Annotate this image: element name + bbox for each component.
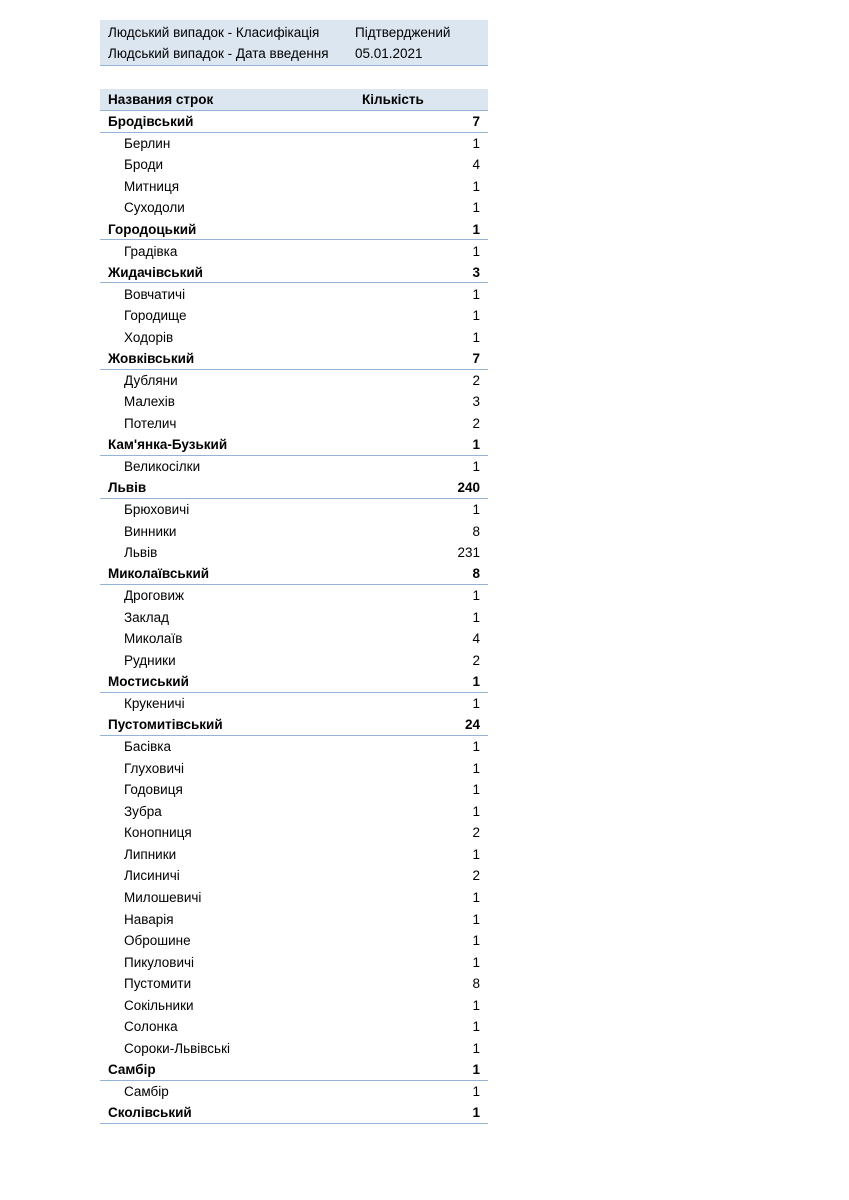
item-count: 1 — [472, 459, 480, 475]
item-row[interactable] — [100, 887, 488, 909]
item-row[interactable] — [100, 542, 488, 564]
item-name: Вовчатичі — [124, 286, 186, 302]
item-name: Великосілки — [124, 459, 201, 475]
item-count: 2 — [472, 868, 480, 884]
item-row[interactable] — [100, 951, 488, 973]
item-count: 4 — [472, 631, 480, 647]
item-name: Самбір — [124, 1083, 169, 1099]
item-name: Броди — [124, 157, 163, 173]
group-name: Жидачівський — [108, 264, 203, 280]
group-row[interactable] — [100, 671, 488, 693]
pivot-sheet — [100, 20, 488, 1124]
item-name: Брюховичі — [124, 502, 190, 518]
item-name: Пустомити — [124, 976, 192, 992]
filter-row-classification[interactable] — [100, 22, 488, 43]
item-row[interactable] — [100, 305, 488, 327]
item-name: Глуховичі — [124, 760, 185, 776]
item-count: 2 — [472, 372, 480, 388]
item-count: 1 — [472, 911, 480, 927]
group-row[interactable] — [100, 434, 488, 456]
item-row[interactable] — [100, 499, 488, 521]
item-row[interactable] — [100, 283, 488, 305]
item-count: 1 — [472, 502, 480, 518]
item-count: 1 — [472, 696, 480, 712]
item-row[interactable] — [100, 994, 488, 1016]
item-name: Басівка — [124, 739, 171, 755]
group-name: Жовківський — [108, 350, 195, 366]
item-row[interactable] — [100, 865, 488, 887]
group-count: 8 — [472, 566, 480, 582]
group-row[interactable] — [100, 111, 488, 133]
group-name: Самбір — [108, 1061, 156, 1077]
item-row[interactable] — [100, 801, 488, 823]
item-name: Суходоли — [124, 200, 185, 216]
group-row[interactable] — [100, 219, 488, 241]
item-name: Сокільники — [124, 997, 194, 1013]
item-row[interactable] — [100, 154, 488, 176]
item-count: 3 — [472, 394, 480, 410]
item-name: Малехів — [124, 394, 175, 410]
group-name: Миколаївський — [108, 566, 210, 582]
item-count: 1 — [472, 1083, 480, 1099]
item-count: 1 — [472, 588, 480, 604]
item-name: Зубра — [124, 803, 162, 819]
item-row[interactable] — [100, 650, 488, 672]
group-row[interactable] — [100, 262, 488, 284]
item-count: 1 — [472, 308, 480, 324]
item-row[interactable] — [100, 930, 488, 952]
group-row[interactable] — [100, 477, 488, 499]
item-count: 1 — [472, 739, 480, 755]
item-row[interactable] — [100, 197, 488, 219]
item-name: Милошевичі — [124, 889, 202, 905]
item-name: Сороки-Львівські — [124, 1040, 230, 1056]
group-name: Пустомитівський — [108, 717, 223, 733]
item-row[interactable] — [100, 520, 488, 542]
item-count: 1 — [472, 1019, 480, 1035]
item-row[interactable] — [100, 693, 488, 715]
item-name: Дубляни — [124, 372, 178, 388]
item-name: Годовиця — [124, 782, 183, 798]
filter-area — [100, 20, 488, 66]
pivot-table — [100, 89, 488, 1124]
item-name: Наварія — [124, 911, 174, 927]
item-row[interactable] — [100, 176, 488, 198]
item-name: Солонка — [124, 1019, 178, 1035]
item-name: Конопниця — [124, 825, 192, 841]
item-name: Ходорів — [124, 329, 174, 345]
item-row[interactable] — [100, 779, 488, 801]
item-row[interactable] — [100, 822, 488, 844]
group-name: Мостиський — [108, 673, 189, 689]
item-row[interactable] — [100, 133, 488, 155]
item-name: Лисиничі — [124, 868, 180, 884]
item-count: 1 — [472, 286, 480, 302]
item-row[interactable] — [100, 585, 488, 607]
group-count: 1 — [472, 1104, 480, 1120]
pivot-body — [100, 111, 488, 1124]
group-count: 240 — [457, 480, 480, 496]
row-labels-header[interactable]: Названия строк — [108, 92, 214, 107]
group-count: 7 — [472, 113, 480, 129]
item-count: 1 — [472, 178, 480, 194]
group-row[interactable] — [100, 1102, 488, 1124]
item-count: 1 — [472, 329, 480, 345]
item-count: 1 — [472, 933, 480, 949]
item-row[interactable] — [100, 607, 488, 629]
item-row[interactable] — [100, 391, 488, 413]
item-name: Крукеничі — [124, 696, 185, 712]
group-row[interactable] — [100, 1059, 488, 1081]
item-count: 8 — [472, 523, 480, 539]
group-count: 3 — [472, 264, 480, 280]
filter-label: Людський випадок - Класифікація — [108, 25, 320, 40]
pivot-header-row — [100, 89, 488, 111]
item-name: Потелич — [124, 415, 177, 431]
item-count: 4 — [472, 157, 480, 173]
item-name: Винники — [124, 523, 177, 539]
group-row[interactable] — [100, 348, 488, 370]
item-count: 1 — [472, 200, 480, 216]
item-row[interactable] — [100, 844, 488, 866]
item-name: Миколаїв — [124, 631, 183, 647]
item-count: 8 — [472, 976, 480, 992]
item-name: Липники — [124, 846, 177, 862]
group-count: 24 — [464, 717, 480, 733]
item-row[interactable] — [100, 628, 488, 650]
item-row[interactable] — [100, 736, 488, 758]
group-count: 1 — [472, 221, 480, 237]
item-name: Берлин — [124, 135, 171, 151]
item-row[interactable] — [100, 240, 488, 262]
item-name: Рудники — [124, 652, 176, 668]
item-row[interactable] — [100, 1038, 488, 1060]
item-name: Оброшине — [124, 933, 191, 949]
item-name: Львів — [124, 545, 158, 561]
filter-value[interactable]: Підтверджений — [355, 25, 451, 40]
group-count: 1 — [472, 1061, 480, 1077]
item-count: 2 — [472, 652, 480, 668]
item-row[interactable] — [100, 456, 488, 478]
item-row[interactable] — [100, 1016, 488, 1038]
item-count: 231 — [457, 545, 480, 561]
item-count: 1 — [472, 1040, 480, 1056]
item-row[interactable] — [100, 973, 488, 995]
group-name: Городоцький — [108, 221, 197, 237]
group-count: 1 — [472, 673, 480, 689]
item-count: 1 — [472, 760, 480, 776]
item-count: 1 — [472, 243, 480, 259]
filter-label: Людський випадок - Дата введення — [108, 46, 329, 61]
item-count: 1 — [472, 135, 480, 151]
filter-value[interactable]: 05.01.2021 — [355, 46, 423, 61]
item-count: 1 — [472, 803, 480, 819]
item-name: Градівка — [124, 243, 178, 259]
item-row[interactable] — [100, 1081, 488, 1103]
item-row[interactable] — [100, 413, 488, 435]
group-row[interactable] — [100, 563, 488, 585]
group-row[interactable] — [100, 714, 488, 736]
group-count: 1 — [472, 436, 480, 452]
group-count: 7 — [472, 350, 480, 366]
item-count: 1 — [472, 846, 480, 862]
item-count: 1 — [472, 889, 480, 905]
filter-row-entry-date[interactable] — [100, 43, 488, 64]
item-name: Городище — [124, 308, 187, 324]
group-name: Кам'янка-Бузький — [108, 436, 228, 452]
item-name: Пикуловичі — [124, 954, 195, 970]
item-count: 1 — [472, 609, 480, 625]
item-count: 2 — [472, 415, 480, 431]
item-count: 1 — [472, 997, 480, 1013]
item-row[interactable] — [100, 757, 488, 779]
group-name: Бродівський — [108, 113, 194, 129]
item-name: Дроговиж — [124, 588, 185, 604]
count-header: Кількість — [362, 92, 424, 107]
item-count: 1 — [472, 954, 480, 970]
item-count: 2 — [472, 825, 480, 841]
item-row[interactable] — [100, 370, 488, 392]
item-name: Митниця — [124, 178, 180, 194]
item-row[interactable] — [100, 326, 488, 348]
item-count: 1 — [472, 782, 480, 798]
item-name: Заклад — [124, 609, 169, 625]
group-name: Львів — [108, 480, 147, 496]
group-name: Сколівський — [108, 1104, 192, 1120]
item-row[interactable] — [100, 908, 488, 930]
